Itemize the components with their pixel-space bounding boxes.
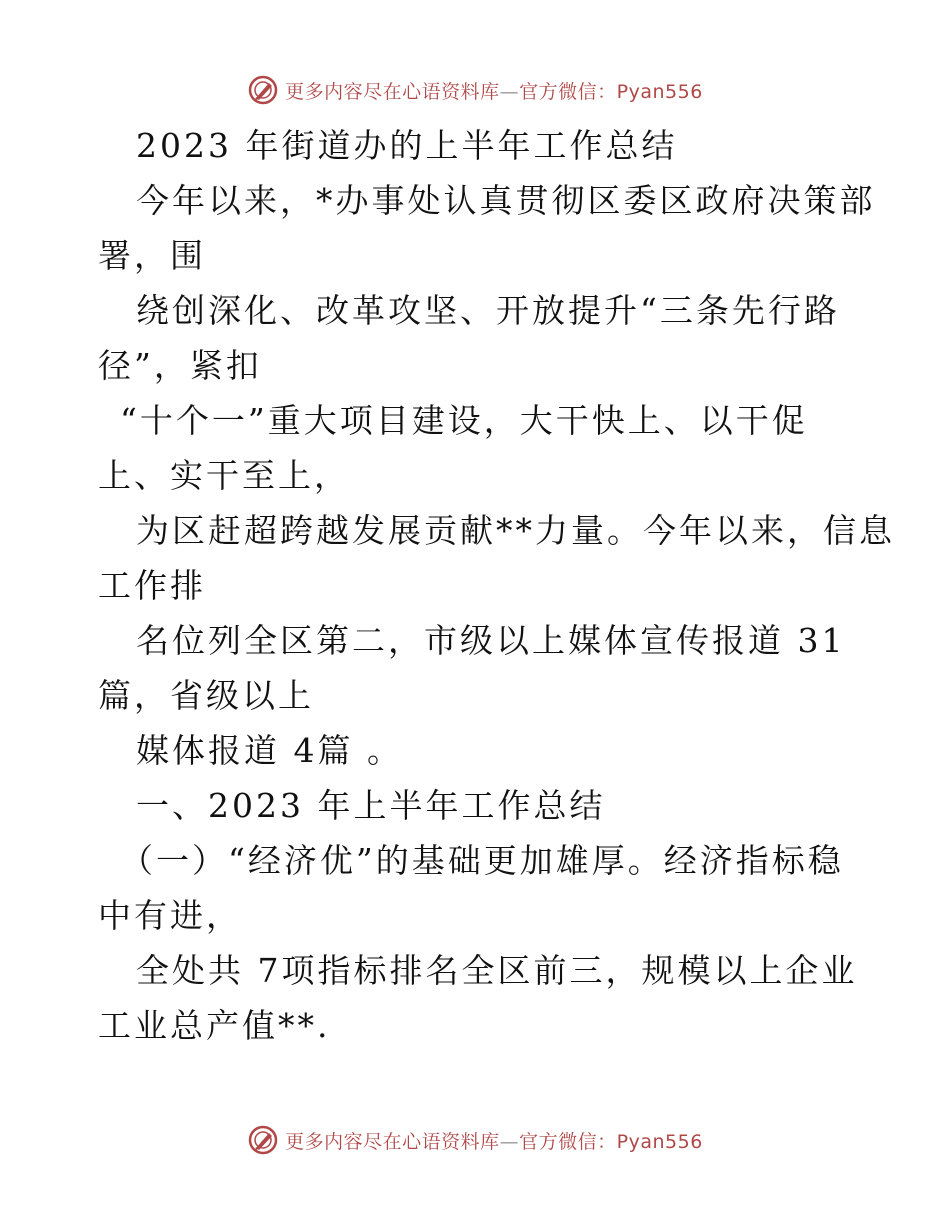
paragraph-line: 今年以来，*办事处认真贯彻区委区政府决策部 [136, 181, 876, 220]
paragraph-line: 工业总产值**. [98, 1006, 331, 1045]
watermark-wechat-text: 官方微信：Pyan556 [519, 1130, 703, 1153]
subsection-heading-line: （一）“经济优”的基础更加雄厚。经济指标稳 [120, 841, 844, 880]
header-watermark [0, 70, 950, 110]
watermark-wechat-text: 官方微信：Pyan556 [519, 80, 703, 103]
footer-watermark [0, 1120, 950, 1160]
watermark-text [285, 77, 703, 104]
paragraph-line: 篇，省级以上 [98, 676, 314, 715]
paragraph-line: 名位列全区第二，市级以上媒体宣传报道 31 [136, 621, 846, 660]
paragraph-line: 工作排 [98, 566, 206, 605]
paragraph-line: 媒体报道 4篇 。 [136, 731, 403, 770]
pen-seal-logo-icon [247, 74, 279, 106]
paragraph-line: 署，围 [98, 236, 206, 275]
watermark-text [285, 1127, 703, 1154]
paragraph-line: 为区赶超跨越发展贡献**力量。今年以来，信息 [136, 511, 895, 550]
paragraph-line: “十个一”重大项目建设，大干快上、以干促 [120, 401, 808, 440]
document-title: 2023 年街道办的上半年工作总结 [136, 126, 678, 165]
document-body [98, 118, 895, 1053]
paragraph-line: 上、实干至上， [98, 456, 350, 495]
watermark-separator: — [499, 80, 520, 103]
pen-seal-logo-icon [247, 1124, 279, 1156]
paragraph-line: 中有进， [98, 896, 242, 935]
paragraph-line: 全处共 7项指标排名全区前三，规模以上企业 [136, 951, 858, 990]
watermark-library-text: 更多内容尽在心语资料库 [285, 1130, 500, 1153]
paragraph-line: 径”，紧扣 [98, 346, 262, 385]
watermark-separator: — [499, 1130, 520, 1153]
paragraph-line: 绕创深化、改革攻坚、开放提升“三条先行路 [136, 291, 840, 330]
watermark-library-text: 更多内容尽在心语资料库 [285, 80, 500, 103]
section-heading: 一、2023 年上半年工作总结 [136, 786, 606, 825]
